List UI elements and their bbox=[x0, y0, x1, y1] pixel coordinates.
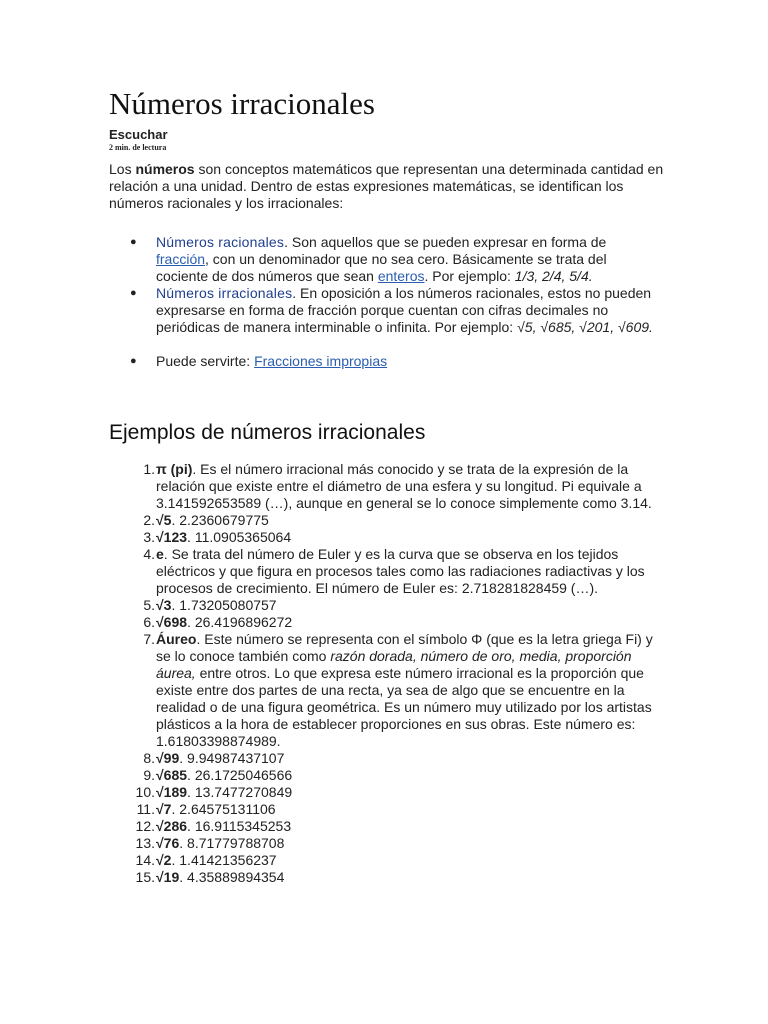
example-text: . 4.35889894354 bbox=[179, 869, 285, 885]
example-term: √7 bbox=[156, 801, 172, 817]
item-number: 3. bbox=[143, 529, 155, 545]
item-number: 4. bbox=[143, 546, 155, 562]
example-text: . Es el número irracional más conocido y se trata de la expresión de la relación que existe entre el diámetro de una esfera y su longitud. Pi equivale a 3.141592653589 (…), aunque en general se lo conoce simplemente como 3.14. bbox=[156, 461, 652, 511]
bullet-icon: ● bbox=[130, 355, 137, 367]
item-number: 13. bbox=[135, 835, 155, 851]
example-text: entre otros. Lo que expresa este número irracional es la proporción que existe entre dos partes de una recta, ya sea de algo que se encuentre en la realidad o de una figura geométrica. Es un número muy utilizado por los artistas plásticos a la hora de establecer proporciones en sus obras. Este número es: 1.61803398874989. bbox=[156, 665, 652, 749]
term-irrational: Números irracionales bbox=[156, 285, 293, 301]
link-fracciones-impropias[interactable]: Fracciones impropias bbox=[254, 353, 388, 369]
example-term: √5 bbox=[156, 512, 172, 528]
intro-prefix: Los bbox=[109, 161, 136, 177]
example-item bbox=[109, 801, 659, 818]
example-text: . 26.4196896272 bbox=[187, 614, 293, 630]
item-number: 10. bbox=[135, 784, 155, 800]
example-item bbox=[109, 529, 659, 546]
example-term: √76 bbox=[156, 835, 180, 851]
section-heading: Ejemplos de números irracionales bbox=[109, 421, 426, 444]
example-item bbox=[109, 631, 659, 750]
example-term: π (pi) bbox=[156, 461, 193, 477]
rational-text-1: . Son aquellos que se pueden expresar en forma de bbox=[284, 234, 607, 250]
item-number: 5. bbox=[143, 597, 155, 613]
rational-text-2: , con un denominador que no sea cero. Básicamente se trata del cociente de dos números que sean bbox=[156, 251, 607, 284]
item-number: 7. bbox=[143, 631, 155, 647]
example-text: . 8.71779788708 bbox=[179, 835, 285, 851]
list-item-rational bbox=[130, 234, 660, 285]
irrational-text: . En oposición a los números racionales, estos no pueden expresarse en forma de fracción porque cuentan con cifras decimales no periódicas de manera interminable o infinita. Por ejemplo: bbox=[156, 285, 652, 335]
link-enteros[interactable]: enteros bbox=[377, 268, 425, 284]
example-text: . Se trata del número de Euler y es la curva que se observa en los tejidos eléctricos y que figura en procesos tales como las radiaciones radiactivas y los procesos de crecimiento. El número de Euler es: 2.718281828459 (…). bbox=[156, 546, 645, 596]
item-number: 2. bbox=[143, 512, 155, 528]
example-item bbox=[109, 597, 659, 614]
example-term: √286 bbox=[156, 818, 188, 834]
example-item bbox=[109, 512, 659, 529]
list-item-irrational bbox=[130, 285, 660, 336]
example-item bbox=[109, 767, 659, 784]
rational-text-3: . Por ejemplo: bbox=[424, 268, 515, 284]
example-text: . 2.2360679775 bbox=[171, 512, 269, 528]
bullet-icon: ● bbox=[130, 287, 137, 299]
list-item-related bbox=[130, 353, 660, 370]
item-number: 11. bbox=[136, 801, 155, 817]
bullet-icon: ● bbox=[130, 236, 137, 248]
read-time: 2 min. de lectura bbox=[109, 143, 167, 152]
example-item bbox=[109, 546, 659, 597]
intro-rest: son conceptos matemáticos que representan una determinada cantidad en relación a una unidad. Dentro de estas expresiones matemáticas, se identifican los números racionales y los irracionales: bbox=[109, 161, 664, 211]
related-label: Puede servirte: bbox=[156, 353, 255, 369]
example-item bbox=[109, 869, 659, 886]
example-text: . 1.73205080757 bbox=[171, 597, 277, 613]
example-term: √123 bbox=[156, 529, 188, 545]
example-text: . 11.0905365064 bbox=[187, 529, 292, 545]
irrational-examples: √5, √685, √201, √609. bbox=[517, 319, 653, 335]
listen-button[interactable]: Escuchar bbox=[109, 127, 168, 142]
link-fraccion[interactable]: fracción bbox=[156, 251, 206, 267]
examples-list bbox=[109, 461, 659, 886]
example-term: √685 bbox=[156, 767, 188, 783]
item-number: 8. bbox=[143, 750, 155, 766]
example-item bbox=[109, 614, 659, 631]
example-text: . 26.1725046566 bbox=[187, 767, 293, 783]
intro-bold: números bbox=[135, 161, 195, 177]
example-term: √19 bbox=[156, 869, 180, 885]
example-text: . Este número se representa con el símbolo Φ (que es la letra griega Fi) y se lo conoce también como bbox=[156, 631, 653, 664]
example-text: . 2.64575131106 bbox=[171, 801, 276, 817]
item-number: 1. bbox=[143, 461, 155, 477]
example-item bbox=[109, 461, 659, 512]
types-list bbox=[130, 234, 660, 370]
page-title: Números irracionales bbox=[109, 86, 375, 121]
item-number: 9. bbox=[143, 767, 155, 783]
example-term: √698 bbox=[156, 614, 188, 630]
item-number: 6. bbox=[143, 614, 155, 630]
term-rational: Números racionales bbox=[156, 234, 285, 250]
intro-paragraph bbox=[109, 161, 669, 212]
item-number: 15. bbox=[135, 869, 155, 885]
example-term: √99 bbox=[156, 750, 180, 766]
rational-examples: 1/3, 2/4, 5/4. bbox=[514, 268, 593, 284]
item-number: 14. bbox=[135, 852, 155, 868]
example-text: . 9.94987437107 bbox=[179, 750, 285, 766]
example-text: . 16.9115345253 bbox=[187, 818, 292, 834]
example-term: e bbox=[156, 546, 164, 562]
example-text: . 13.7477270849 bbox=[187, 784, 293, 800]
example-term: √3 bbox=[156, 597, 172, 613]
example-item bbox=[109, 784, 659, 801]
example-text: . 1.41421356237 bbox=[171, 852, 277, 868]
example-term: Áureo bbox=[156, 631, 197, 647]
item-number: 12. bbox=[135, 818, 155, 834]
example-italic: razón dorada, número de oro, media, proporción áurea, bbox=[156, 648, 632, 681]
example-item bbox=[109, 750, 659, 767]
example-item bbox=[109, 835, 659, 852]
example-term: √2 bbox=[156, 852, 172, 868]
example-item bbox=[109, 852, 659, 869]
example-item bbox=[109, 818, 659, 835]
example-term: √189 bbox=[156, 784, 188, 800]
